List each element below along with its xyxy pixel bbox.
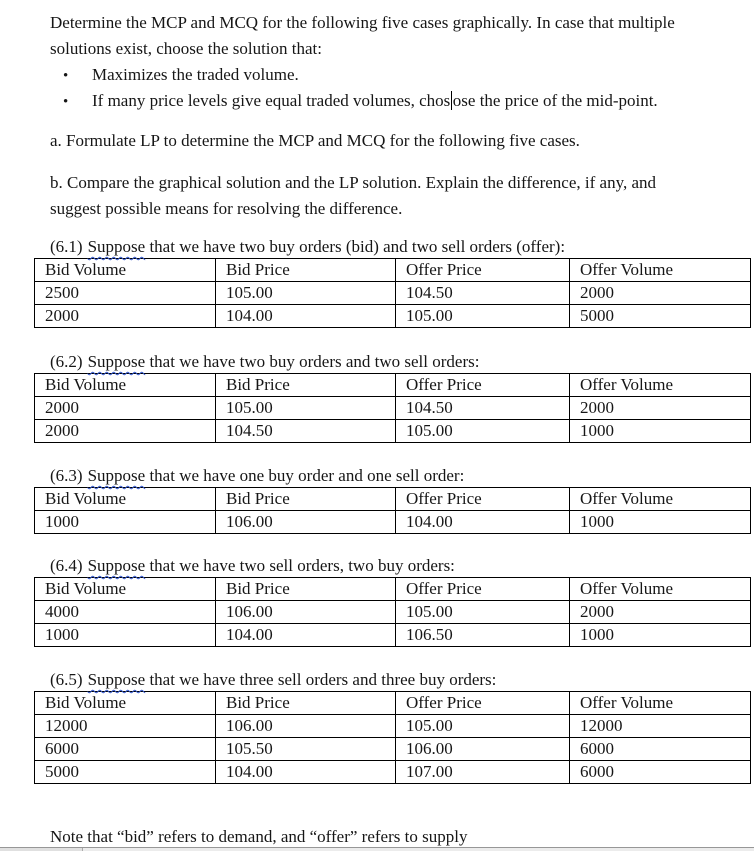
table-cell: 104.50 — [216, 420, 396, 443]
case-number: (6.2) — [50, 352, 83, 371]
table-cell: 105.00 — [396, 601, 570, 624]
window-bottom-strip[interactable] — [0, 847, 754, 851]
column-header-bid-price: Bid Price — [216, 578, 396, 601]
table-row — [35, 511, 751, 534]
case-number: (6.4) — [50, 556, 83, 575]
table-row — [35, 761, 751, 784]
column-header-offer-price: Offer Price — [396, 374, 570, 397]
part-b-text-line2: suggest possible means for resolving the difference. — [50, 199, 403, 218]
table-row — [35, 738, 751, 761]
table-cell: 106.00 — [216, 511, 396, 534]
bullet-icon: • — [63, 94, 69, 110]
table-cell: 2000 — [570, 282, 751, 305]
table-cell: 106.00 — [216, 601, 396, 624]
part-a-text: a. Formulate LP to determine the MCP and MCQ for the following five cases. — [50, 131, 580, 150]
table-cell: 2500 — [35, 282, 216, 305]
table-cell: 105.00 — [396, 305, 570, 328]
table-cell: 1000 — [35, 624, 216, 647]
case-section — [34, 465, 750, 534]
bullet-text-after-cursor: ose the price of the mid-point. — [452, 91, 658, 110]
table-cell: 2000 — [35, 397, 216, 420]
case-heading-rest: that we have two buy orders and two sell orders: — [145, 352, 480, 371]
table-header-row — [35, 259, 751, 282]
column-header-offer-volume: Offer Volume — [570, 259, 751, 282]
table-cell: 106.50 — [396, 624, 570, 647]
case-section — [34, 236, 750, 328]
table-cell: 5000 — [570, 305, 751, 328]
table-cell: 2000 — [570, 601, 751, 624]
case-number: (6.5) — [50, 670, 83, 689]
case-heading — [50, 669, 750, 691]
column-header-offer-volume: Offer Volume — [570, 374, 751, 397]
table-cell: 107.00 — [396, 761, 570, 784]
column-header-bid-price: Bid Price — [216, 692, 396, 715]
table-cell: 2000 — [35, 305, 216, 328]
column-header-offer-price: Offer Price — [396, 578, 570, 601]
table-cell: 104.50 — [396, 397, 570, 420]
table-header-row — [35, 692, 751, 715]
intro-text-line2: solutions exist, choose the solution that: — [50, 39, 322, 58]
table-row — [35, 601, 751, 624]
spellcheck-squiggle-word: Suppose — [87, 556, 146, 575]
case-section — [34, 669, 750, 784]
table-cell: 6000 — [570, 738, 751, 761]
table-cell: 5000 — [35, 761, 216, 784]
spellcheck-squiggle-word: Suppose — [87, 237, 146, 256]
table-row — [35, 420, 751, 443]
order-table — [34, 487, 751, 534]
column-header-offer-price: Offer Price — [396, 488, 570, 511]
spellcheck-squiggle-word: Suppose — [87, 466, 146, 485]
case-heading — [50, 555, 750, 577]
table-cell: 12000 — [35, 715, 216, 738]
table-header-row — [35, 578, 751, 601]
table-cell: 2000 — [35, 420, 216, 443]
column-header-offer-volume: Offer Volume — [570, 578, 751, 601]
order-table — [34, 691, 751, 784]
table-cell: 104.00 — [396, 511, 570, 534]
column-header-offer-price: Offer Price — [396, 259, 570, 282]
bullet-item-midpoint-price — [63, 90, 658, 113]
footnote-text: Note that “bid” refers to demand, and “offer” refers to supply — [50, 827, 468, 846]
table-cell: 6000 — [570, 761, 751, 784]
table-cell: 1000 — [570, 511, 751, 534]
table-row — [35, 305, 751, 328]
column-header-bid-volume: Bid Volume — [35, 259, 216, 282]
table-cell: 106.00 — [216, 715, 396, 738]
table-cell: 105.50 — [216, 738, 396, 761]
bullet-text: Maximizes the traded volume. — [92, 65, 299, 84]
column-header-bid-volume: Bid Volume — [35, 374, 216, 397]
column-header-bid-price: Bid Price — [216, 259, 396, 282]
table-row — [35, 397, 751, 420]
table-cell: 105.00 — [396, 715, 570, 738]
case-heading — [50, 236, 750, 258]
table-cell: 1000 — [570, 420, 751, 443]
column-header-offer-volume: Offer Volume — [570, 692, 751, 715]
case-heading-rest: that we have two sell orders, two buy orders: — [145, 556, 455, 575]
case-heading — [50, 465, 750, 487]
order-table — [34, 258, 751, 328]
order-table — [34, 373, 751, 443]
table-header-row — [35, 374, 751, 397]
column-header-bid-volume: Bid Volume — [35, 488, 216, 511]
order-table — [34, 577, 751, 647]
table-cell: 105.00 — [216, 282, 396, 305]
spellcheck-squiggle-word: Suppose — [87, 670, 146, 689]
table-cell: 104.50 — [396, 282, 570, 305]
table-cell: 105.00 — [396, 420, 570, 443]
table-cell: 106.00 — [396, 738, 570, 761]
case-heading-rest: that we have three sell orders and three buy orders: — [145, 670, 497, 689]
case-heading-rest: that we have two buy orders (bid) and two sell orders (offer): — [145, 237, 566, 256]
column-header-bid-price: Bid Price — [216, 374, 396, 397]
table-row — [35, 282, 751, 305]
table-cell: 104.00 — [216, 305, 396, 328]
table-cell: 2000 — [570, 397, 751, 420]
case-number: (6.1) — [50, 237, 83, 256]
column-header-offer-price: Offer Price — [396, 692, 570, 715]
table-row — [35, 624, 751, 647]
case-number: (6.3) — [50, 466, 83, 485]
case-section — [34, 351, 750, 443]
table-cell: 105.00 — [216, 397, 396, 420]
spellcheck-squiggle-word: Suppose — [87, 352, 146, 371]
bullet-icon: • — [63, 68, 69, 84]
table-row — [35, 715, 751, 738]
table-cell: 104.00 — [216, 624, 396, 647]
table-cell: 104.00 — [216, 761, 396, 784]
table-cell: 6000 — [35, 738, 216, 761]
column-header-bid-price: Bid Price — [216, 488, 396, 511]
case-heading-rest: that we have one buy order and one sell order: — [145, 466, 465, 485]
table-cell: 1000 — [570, 624, 751, 647]
table-cell: 4000 — [35, 601, 216, 624]
bullet-text-before-cursor: If many price levels give equal traded volumes, chos — [92, 91, 451, 110]
case-section — [34, 555, 750, 647]
case-heading — [50, 351, 750, 373]
column-header-bid-volume: Bid Volume — [35, 578, 216, 601]
table-cell: 12000 — [570, 715, 751, 738]
bullet-item-maximize-volume — [63, 64, 299, 87]
part-b-text-line1: b. Compare the graphical solution and the LP solution. Explain the difference, if any, and — [50, 173, 657, 192]
table-header-row — [35, 488, 751, 511]
table-cell: 1000 — [35, 511, 216, 534]
column-header-bid-volume: Bid Volume — [35, 692, 216, 715]
intro-text-line1: Determine the MCP and MCQ for the following five cases graphically. In case that multiple — [50, 13, 675, 32]
column-header-offer-volume: Offer Volume — [570, 488, 751, 511]
